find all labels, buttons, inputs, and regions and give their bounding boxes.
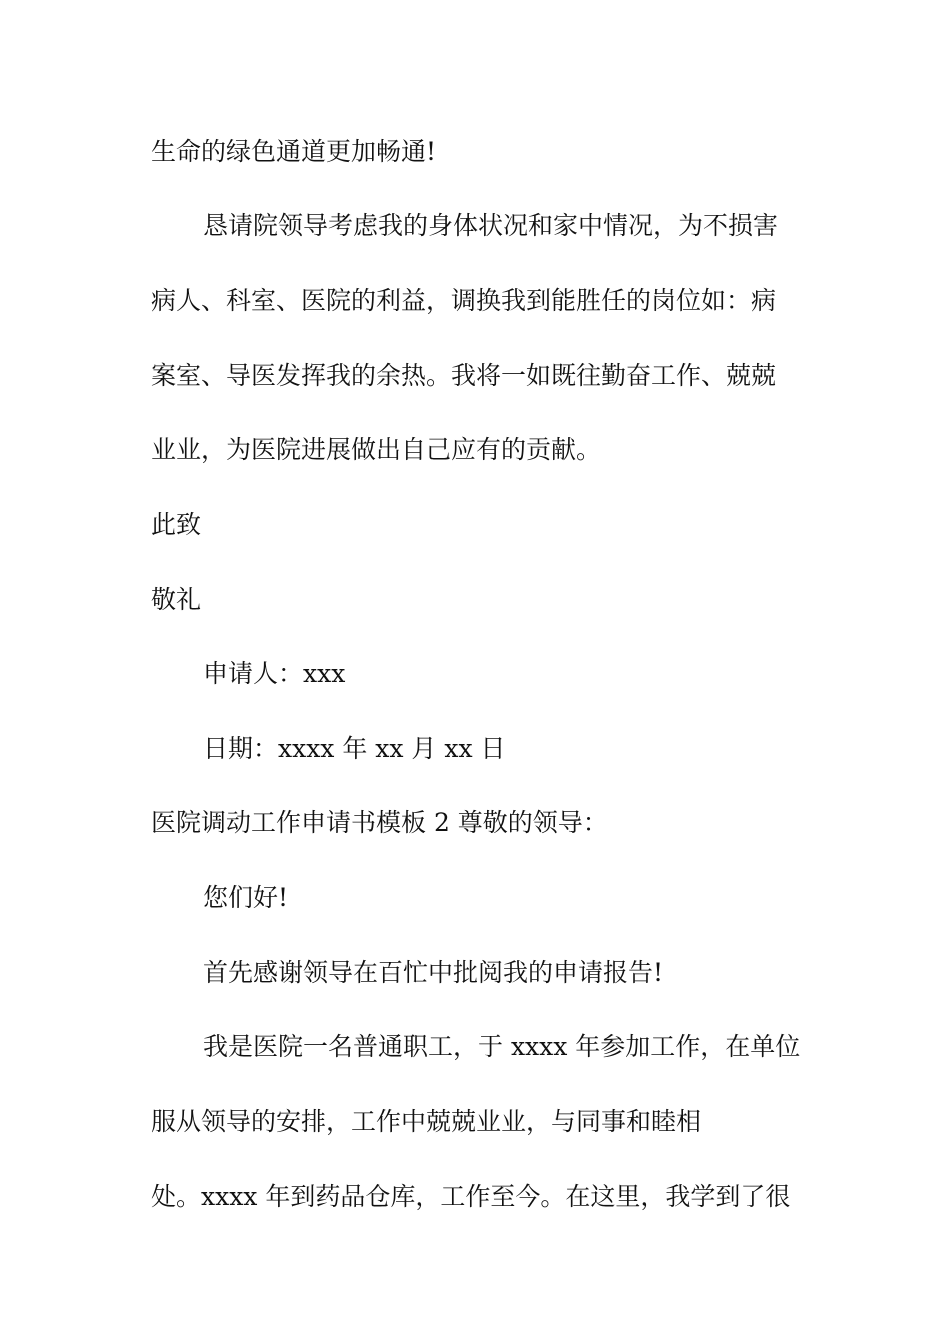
- paragraph-line-3: 病人、科室、医院的利益，调换我到能胜任的岗位如：病: [151, 286, 777, 315]
- closing-cizhi: 此致: [151, 510, 202, 539]
- greeting-line: 您们好!: [203, 883, 289, 912]
- paragraph-line-2: 恳请院领导考虑我的身体状况和家中情况，为不损害: [203, 211, 779, 240]
- paragraph-line-15: 处。xxxx 年到药品仓库，工作至今。在这里，我学到了很: [151, 1182, 791, 1211]
- paragraph-line-4: 案室、导医发挥我的余热。我将一如既往勤奋工作、兢兢: [151, 361, 777, 390]
- paragraph-line-1: 生命的绿色通道更加畅通!: [151, 137, 437, 166]
- closing-jingli: 敬礼: [151, 585, 202, 614]
- applicant-line: 申请人：xxx: [203, 659, 346, 688]
- paragraph-line-5: 业业，为医院进展做出自己应有的贡献。: [151, 435, 602, 464]
- thanks-line: 首先感谢领导在百忙中批阅我的申请报告!: [203, 958, 664, 987]
- paragraph-line-13: 我是医院一名普通职工，于 xxxx 年参加工作，在单位: [203, 1032, 801, 1061]
- template-2-heading: 医院调动工作申请书模板 2 尊敬的领导：: [151, 808, 608, 837]
- paragraph-line-14: 服从领导的安排，工作中兢兢业业，与同事和睦相: [151, 1107, 702, 1136]
- date-line: 日期：xxxx 年 xx 月 xx 日: [203, 734, 506, 763]
